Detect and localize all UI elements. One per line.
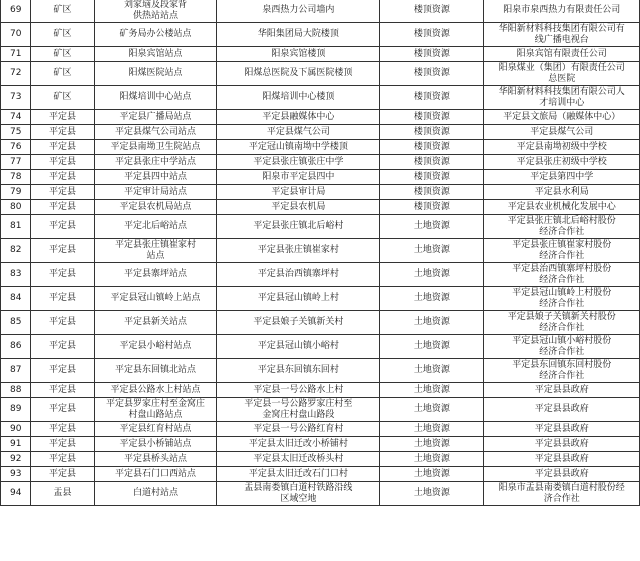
owner-cell: 平定县娘子关镇新关村股份 经济合作社 xyxy=(484,311,640,335)
site-name-cell: 平定县红育村站点 xyxy=(94,422,217,437)
county-cell: 平定县 xyxy=(31,335,94,359)
resource-type-cell: 土地资源 xyxy=(380,215,484,239)
row-number-cell: 73 xyxy=(1,86,31,110)
row-number-cell: 74 xyxy=(1,110,31,125)
county-cell: 平定县 xyxy=(31,185,94,200)
row-number-cell: 93 xyxy=(1,467,31,482)
county-cell: 平定县 xyxy=(31,155,94,170)
resource-type-cell: 楼顶资源 xyxy=(380,125,484,140)
owner-cell: 阳泉煤业（集团）有限责任公司 总医院 xyxy=(484,62,640,86)
owner-cell: 平定县煤气公司 xyxy=(484,125,640,140)
resource-type-cell: 土地资源 xyxy=(380,422,484,437)
row-number-cell: 70 xyxy=(1,23,31,47)
table-row xyxy=(1,47,640,62)
row-number-cell: 84 xyxy=(1,287,31,311)
site-name-cell: 平定县广播局站点 xyxy=(94,110,217,125)
row-number-cell: 78 xyxy=(1,170,31,185)
county-cell: 矿区 xyxy=(31,23,94,47)
row-number-cell: 77 xyxy=(1,155,31,170)
county-cell: 平定县 xyxy=(31,287,94,311)
location-cell: 平定县张庄镇张庄中学 xyxy=(217,155,380,170)
site-name-cell: 平定县东回镇北站点 xyxy=(94,359,217,383)
owner-cell: 华阳新材料科技集团有限公司人 才培训中心 xyxy=(484,86,640,110)
site-name-cell: 平定北后峪站点 xyxy=(94,215,217,239)
table-body xyxy=(1,0,640,506)
owner-cell: 平定县县政府 xyxy=(484,398,640,422)
table-row xyxy=(1,359,640,383)
resource-type-cell: 土地资源 xyxy=(380,452,484,467)
table-row xyxy=(1,239,640,263)
county-cell: 平定县 xyxy=(31,359,94,383)
row-number-cell: 89 xyxy=(1,398,31,422)
location-cell: 阳煤总医院及下属医院楼顶 xyxy=(217,62,380,86)
location-cell: 平定县审计局 xyxy=(217,185,380,200)
table-row xyxy=(1,23,640,47)
row-number-cell: 75 xyxy=(1,125,31,140)
location-cell: 平定县张庄镇崔家村 xyxy=(217,239,380,263)
table-row xyxy=(1,398,640,422)
site-name-cell: 平定县冠山镇岭上站点 xyxy=(94,287,217,311)
row-number-cell: 69 xyxy=(1,0,31,23)
county-cell: 平定县 xyxy=(31,170,94,185)
location-cell: 平定县一号公路罗家庄村至 金窝庄村盘山路段 xyxy=(217,398,380,422)
owner-cell: 平定县县政府 xyxy=(484,467,640,482)
site-name-cell: 矿务局办公楼站点 xyxy=(94,23,217,47)
site-name-cell: 阳煤医院站点 xyxy=(94,62,217,86)
site-name-cell: 平定审计局站点 xyxy=(94,185,217,200)
location-cell: 平定县娘子关镇新关村 xyxy=(217,311,380,335)
location-cell: 华阳集团局大院楼顶 xyxy=(217,23,380,47)
row-number-cell: 76 xyxy=(1,140,31,155)
table-row xyxy=(1,263,640,287)
location-cell: 盂县南娄镇白道村铁路沿线 区域空地 xyxy=(217,482,380,506)
site-name-cell: 平定县新关站点 xyxy=(94,311,217,335)
owner-cell: 平定县第四中学 xyxy=(484,170,640,185)
resource-type-cell: 土地资源 xyxy=(380,263,484,287)
resource-type-cell: 土地资源 xyxy=(380,359,484,383)
owner-cell: 平定县张庄初级中学校 xyxy=(484,155,640,170)
county-cell: 矿区 xyxy=(31,62,94,86)
site-name-cell: 平定县公路水上村站点 xyxy=(94,383,217,398)
location-cell: 阳泉市平定县四中 xyxy=(217,170,380,185)
resource-type-cell: 土地资源 xyxy=(380,398,484,422)
site-name-cell: 白道村站点 xyxy=(94,482,217,506)
row-number-cell: 85 xyxy=(1,311,31,335)
table-row xyxy=(1,437,640,452)
site-name-cell: 平定县四中站点 xyxy=(94,170,217,185)
county-cell: 矿区 xyxy=(31,47,94,62)
row-number-cell: 82 xyxy=(1,239,31,263)
row-number-cell: 88 xyxy=(1,383,31,398)
row-number-cell: 91 xyxy=(1,437,31,452)
table-row xyxy=(1,335,640,359)
site-name-cell: 平定县农机局站点 xyxy=(94,200,217,215)
county-cell: 平定县 xyxy=(31,125,94,140)
resource-type-cell: 楼顶资源 xyxy=(380,110,484,125)
resource-type-cell: 楼顶资源 xyxy=(380,0,484,23)
row-number-cell: 71 xyxy=(1,47,31,62)
site-name-cell: 平定县张庄中学站点 xyxy=(94,155,217,170)
county-cell: 平定县 xyxy=(31,422,94,437)
owner-cell: 平定县农业机械化发展中心 xyxy=(484,200,640,215)
county-cell: 平定县 xyxy=(31,311,94,335)
owner-cell: 阳泉宾馆有限责任公司 xyxy=(484,47,640,62)
site-name-cell: 平定县南坳卫生院站点 xyxy=(94,140,217,155)
table-row xyxy=(1,185,640,200)
county-cell: 平定县 xyxy=(31,452,94,467)
table-row xyxy=(1,62,640,86)
owner-cell: 平定县东回镇东回村股份 经济合作社 xyxy=(484,359,640,383)
resource-type-cell: 土地资源 xyxy=(380,311,484,335)
resource-type-cell: 楼顶资源 xyxy=(380,86,484,110)
table-row xyxy=(1,467,640,482)
county-cell: 平定县 xyxy=(31,398,94,422)
owner-cell: 阳泉市盂县南娄镇白道村股份经 济合作社 xyxy=(484,482,640,506)
owner-cell: 平定县冠山镇岭上村股份 经济合作社 xyxy=(484,287,640,311)
table-row xyxy=(1,170,640,185)
location-cell: 平定县太旧迁改小桥铺村 xyxy=(217,437,380,452)
county-cell: 平定县 xyxy=(31,263,94,287)
resource-type-cell: 土地资源 xyxy=(380,383,484,398)
county-cell: 平定县 xyxy=(31,437,94,452)
owner-cell: 阳泉市泉西热力有限责任公司 xyxy=(484,0,640,23)
site-name-cell: 平定县小峪村站点 xyxy=(94,335,217,359)
resource-type-cell: 土地资源 xyxy=(380,437,484,452)
table-row xyxy=(1,155,640,170)
site-name-cell: 平定县罗家庄村至金窝庄 村盘山路站点 xyxy=(94,398,217,422)
county-cell: 平定县 xyxy=(31,110,94,125)
table-row xyxy=(1,125,640,140)
resource-type-cell: 土地资源 xyxy=(380,482,484,506)
table-row xyxy=(1,311,640,335)
site-name-cell: 平定县桥头站点 xyxy=(94,452,217,467)
owner-cell: 平定县县政府 xyxy=(484,383,640,398)
resource-type-cell: 土地资源 xyxy=(380,239,484,263)
resource-type-cell: 楼顶资源 xyxy=(380,62,484,86)
county-cell: 盂县 xyxy=(31,482,94,506)
owner-cell: 平定县冠山镇小峪村股份 经济合作社 xyxy=(484,335,640,359)
site-name-cell: 阳煤培训中心站点 xyxy=(94,86,217,110)
county-cell: 矿区 xyxy=(31,0,94,23)
table-row xyxy=(1,383,640,398)
table-row xyxy=(1,200,640,215)
site-name-cell: 平定县石门口西站点 xyxy=(94,467,217,482)
site-name-cell: 刘家垴及段家背 供热站站点 xyxy=(94,0,217,23)
table-row xyxy=(1,482,640,506)
owner-cell: 平定县张庄镇崔家村股份 经济合作社 xyxy=(484,239,640,263)
location-cell: 平定县农机局 xyxy=(217,200,380,215)
county-cell: 平定县 xyxy=(31,200,94,215)
county-cell: 平定县 xyxy=(31,383,94,398)
resource-type-cell: 土地资源 xyxy=(380,287,484,311)
location-cell: 泉西热力公司墙内 xyxy=(217,0,380,23)
location-cell: 平定县一号公路红育村 xyxy=(217,422,380,437)
table-row xyxy=(1,287,640,311)
location-cell: 平定冠山镇南坳中学楼顶 xyxy=(217,140,380,155)
location-cell: 平定县太旧迁改桥头村 xyxy=(217,452,380,467)
table-row xyxy=(1,0,640,23)
location-cell: 平定县张庄镇北后峪村 xyxy=(217,215,380,239)
county-cell: 平定县 xyxy=(31,467,94,482)
resource-type-cell: 楼顶资源 xyxy=(380,155,484,170)
site-name-cell: 平定县煤气公司站点 xyxy=(94,125,217,140)
table-row xyxy=(1,86,640,110)
location-cell: 平定县一号公路水上村 xyxy=(217,383,380,398)
owner-cell: 平定县县政府 xyxy=(484,437,640,452)
row-number-cell: 72 xyxy=(1,62,31,86)
table-row xyxy=(1,452,640,467)
row-number-cell: 94 xyxy=(1,482,31,506)
resource-type-cell: 楼顶资源 xyxy=(380,200,484,215)
county-cell: 平定县 xyxy=(31,215,94,239)
owner-cell: 平定县水利局 xyxy=(484,185,640,200)
owner-cell: 平定县文旅局（融媒体中心） xyxy=(484,110,640,125)
location-cell: 平定县太旧迁改石门口村 xyxy=(217,467,380,482)
table-row xyxy=(1,422,640,437)
site-name-cell: 平定县小桥铺站点 xyxy=(94,437,217,452)
row-number-cell: 92 xyxy=(1,452,31,467)
owner-cell: 平定县治西镇寨坪村股份 经济合作社 xyxy=(484,263,640,287)
site-name-cell: 阳泉宾馆站点 xyxy=(94,47,217,62)
owner-cell: 平定县张庄镇北后峪村股份 经济合作社 xyxy=(484,215,640,239)
county-cell: 平定县 xyxy=(31,140,94,155)
site-name-cell: 平定县张庄镇崔家村 站点 xyxy=(94,239,217,263)
location-cell: 平定县冠山镇小峪村 xyxy=(217,335,380,359)
owner-cell: 华阳新材料科技集团有限公司有 线广播电视台 xyxy=(484,23,640,47)
owner-cell: 平定县县政府 xyxy=(484,422,640,437)
resource-type-cell: 楼顶资源 xyxy=(380,185,484,200)
location-cell: 阳泉宾馆楼顶 xyxy=(217,47,380,62)
row-number-cell: 90 xyxy=(1,422,31,437)
row-number-cell: 83 xyxy=(1,263,31,287)
row-number-cell: 87 xyxy=(1,359,31,383)
row-number-cell: 80 xyxy=(1,200,31,215)
table-row xyxy=(1,215,640,239)
county-cell: 平定县 xyxy=(31,239,94,263)
county-cell: 矿区 xyxy=(31,86,94,110)
resource-type-cell: 土地资源 xyxy=(380,467,484,482)
location-cell: 平定县冠山镇岭上村 xyxy=(217,287,380,311)
row-number-cell: 79 xyxy=(1,185,31,200)
table-row xyxy=(1,140,640,155)
row-number-cell: 81 xyxy=(1,215,31,239)
resource-type-cell: 楼顶资源 xyxy=(380,170,484,185)
location-cell: 平定县治西镇寨坪村 xyxy=(217,263,380,287)
owner-cell: 平定县南坳初级中学校 xyxy=(484,140,640,155)
resource-type-cell: 楼顶资源 xyxy=(380,47,484,62)
resource-type-cell: 楼顶资源 xyxy=(380,23,484,47)
row-number-cell: 86 xyxy=(1,335,31,359)
location-cell: 平定县煤气公司 xyxy=(217,125,380,140)
location-cell: 平定县东回镇东回村 xyxy=(217,359,380,383)
site-name-cell: 平定县寨坪站点 xyxy=(94,263,217,287)
location-cell: 阳煤培训中心楼顶 xyxy=(217,86,380,110)
owner-cell: 平定县县政府 xyxy=(484,452,640,467)
resource-type-cell: 土地资源 xyxy=(380,335,484,359)
table-row xyxy=(1,110,640,125)
resource-type-cell: 楼顶资源 xyxy=(380,140,484,155)
location-cell: 平定县融媒体中心 xyxy=(217,110,380,125)
